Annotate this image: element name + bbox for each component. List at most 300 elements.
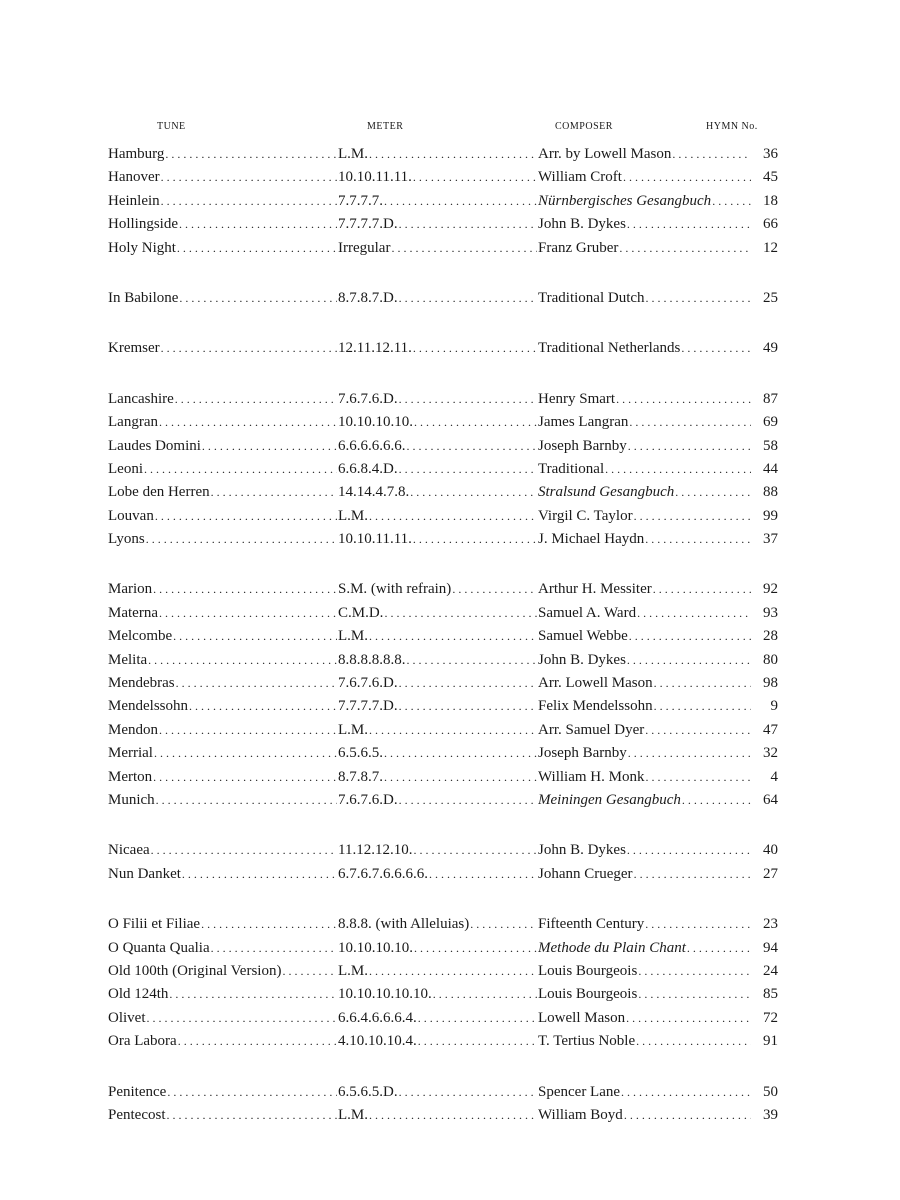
hymn-number-cell [752, 508, 778, 525]
dot-leader [627, 217, 751, 232]
dot-leader [654, 676, 751, 691]
dot-leader [146, 532, 337, 547]
meter-value: 6.6.8.4.D. [338, 460, 398, 477]
meter-value-cell [338, 866, 538, 883]
composer-name-cell [538, 1107, 752, 1124]
dot-leader [399, 291, 537, 306]
index-row [108, 628, 778, 651]
composer-name: J. Michael Haydn [538, 531, 645, 548]
meter-value: L.M. [338, 721, 368, 738]
dot-leader [627, 653, 751, 668]
composer-name-cell [538, 986, 752, 1003]
hymn-number: 23 [763, 916, 778, 933]
hymn-number: 45 [763, 169, 778, 186]
hymn-number: 69 [763, 414, 778, 431]
letter-group [108, 581, 778, 815]
tune-name: Kremser [108, 340, 160, 357]
dot-leader [413, 843, 537, 858]
dot-leader [155, 509, 337, 524]
dot-leader [211, 485, 337, 500]
dot-leader [634, 867, 751, 882]
letter-group [108, 391, 778, 555]
composer-name-cell [538, 963, 752, 980]
tune-name-cell [108, 1010, 338, 1027]
dot-leader [148, 653, 337, 668]
dot-leader [470, 917, 537, 932]
index-row [108, 531, 778, 554]
composer-name-cell [538, 484, 752, 501]
hymn-number-cell [752, 1084, 778, 1101]
index-row [108, 722, 778, 745]
dot-leader [369, 509, 537, 524]
meter-value-cell [338, 340, 538, 357]
hymn-number: 32 [763, 745, 778, 762]
composer-name-cell [538, 193, 752, 210]
hymn-number: 49 [763, 340, 778, 357]
letter-group [108, 1084, 778, 1131]
index-row [108, 461, 778, 484]
dot-leader [147, 1011, 338, 1026]
meter-value: 7.6.7.6.D. [338, 675, 398, 692]
tune-name-cell [108, 1084, 338, 1101]
meter-value: 6.6.6.6.6.6. [338, 437, 406, 454]
dot-leader [159, 415, 337, 430]
composer-name: John B. Dykes [538, 651, 626, 668]
dot-leader [201, 917, 337, 932]
tune-name-cell [108, 169, 338, 186]
composer-name: Arthur H. Messiter [538, 581, 652, 598]
composer-name: Traditional [538, 460, 605, 477]
index-row [108, 240, 778, 263]
meter-value-cell [338, 461, 538, 478]
index-row [108, 1107, 778, 1130]
meter-value-cell [338, 1010, 538, 1027]
hymn-number-cell [752, 461, 778, 478]
hymn-number-cell [752, 745, 778, 762]
dot-leader [399, 1085, 537, 1100]
meter-value: 8.8.8.8.8.8. [338, 651, 406, 668]
hymn-number-cell [752, 986, 778, 1003]
dot-leader [413, 170, 537, 185]
dot-leader [682, 793, 751, 808]
tune-name-cell [108, 414, 338, 431]
tune-name-cell [108, 391, 338, 408]
dot-leader [154, 746, 337, 761]
tune-name: Mendelssohn [108, 698, 188, 715]
meter-value-cell [338, 963, 538, 980]
dot-leader [177, 241, 337, 256]
tune-name: Hamburg [108, 146, 165, 162]
index-row [108, 769, 778, 792]
composer-name-cell [538, 745, 752, 762]
dot-leader [645, 532, 751, 547]
dot-leader [636, 1034, 751, 1049]
meter-value-cell [338, 940, 538, 957]
meter-value: 8.8.8. (with Alleluias) [338, 916, 470, 933]
meter-value-cell [338, 842, 538, 859]
tune-name: In Babilone [108, 289, 179, 306]
index-row [108, 652, 778, 675]
tune-name-cell [108, 240, 338, 257]
meter-value: 7.7.7.7. [338, 192, 383, 209]
dot-leader [653, 582, 751, 597]
tune-name: Melcombe [108, 628, 173, 645]
meter-value-cell [338, 675, 538, 692]
composer-name-cell [538, 792, 752, 809]
dot-leader [369, 147, 537, 162]
meter-value-cell [338, 722, 538, 739]
hymn-number: 9 [770, 698, 778, 715]
tune-name: Leoni [108, 460, 143, 477]
tune-name: Hollingside [108, 216, 178, 233]
composer-name: Samuel Webbe [538, 628, 628, 645]
dot-leader [153, 582, 337, 597]
meter-value-cell [338, 216, 538, 233]
tune-name: Melita [108, 651, 148, 668]
meter-value-cell [338, 508, 538, 525]
meter-value: 10.10.11.11. [338, 531, 412, 548]
index-row [108, 414, 778, 437]
dot-leader [159, 723, 337, 738]
composer-name: Samuel A. Ward [538, 604, 637, 621]
meter-value-cell [338, 193, 538, 210]
hymn-number-cell [752, 916, 778, 933]
dot-leader [391, 241, 537, 256]
dot-leader [623, 170, 751, 185]
composer-name: Stralsund Gesangbuch [538, 484, 675, 501]
hymn-number: 4 [770, 768, 778, 785]
hymn-number: 64 [763, 791, 778, 808]
composer-name: Arr. Samuel Dyer [538, 721, 645, 738]
hymn-number: 99 [763, 507, 778, 524]
dot-leader [672, 147, 751, 162]
composer-name: Virgil C. Taylor [538, 507, 633, 524]
index-row [108, 193, 778, 216]
tune-name-cell [108, 628, 338, 645]
index-row [108, 340, 778, 363]
tune-name-cell [108, 531, 338, 548]
hymn-number-cell [752, 340, 778, 357]
tune-name: Mendebras [108, 675, 175, 692]
dot-leader [407, 439, 538, 454]
tune-name-cell [108, 193, 338, 210]
dot-leader [687, 941, 751, 956]
hymn-number-cell [752, 169, 778, 186]
index-row [108, 940, 778, 963]
hymn-number-cell [752, 146, 778, 163]
index-row [108, 675, 778, 698]
dot-leader [384, 606, 537, 621]
header-meter: METER [367, 121, 404, 132]
tune-name-cell [108, 986, 338, 1003]
meter-value: 4.10.10.10.4. [338, 1033, 417, 1050]
composer-name: William Croft [538, 169, 622, 186]
composer-name: Franz Gruber [538, 239, 619, 256]
hymn-number: 94 [763, 939, 778, 956]
tune-name: Lobe den Herren [108, 484, 210, 501]
hymn-number: 92 [763, 581, 778, 598]
hymn-number: 40 [763, 842, 778, 859]
dot-leader [369, 1108, 537, 1123]
composer-name: Felix Mendelssohn [538, 698, 653, 715]
index-row [108, 290, 778, 313]
dot-leader [161, 341, 337, 356]
dot-leader [628, 439, 751, 454]
meter-value: 7.6.7.6.D. [338, 791, 398, 808]
tune-name: O Filii et Filiae [108, 916, 201, 933]
dot-leader [161, 194, 337, 209]
hymn-number-cell [752, 484, 778, 501]
hymn-number: 50 [763, 1083, 778, 1100]
tune-name: Merton [108, 768, 153, 785]
dot-leader [433, 987, 537, 1002]
tune-name: O Quanta Qualia [108, 939, 210, 956]
hymn-number-cell [752, 866, 778, 883]
tune-name-cell [108, 652, 338, 669]
hymn-number-cell [752, 581, 778, 598]
composer-name: William H. Monk [538, 768, 645, 785]
tune-name-cell [108, 438, 338, 455]
dot-leader [629, 415, 751, 430]
meter-value-cell [338, 581, 538, 598]
dot-leader [413, 532, 537, 547]
index-row [108, 146, 778, 169]
dot-leader [176, 676, 337, 691]
meter-value-cell [338, 290, 538, 307]
meter-value-cell [338, 146, 538, 163]
composer-name: Spencer Lane [538, 1083, 621, 1100]
composer-name: William Boyd [538, 1106, 623, 1123]
meter-value: 10.10.10.10. [338, 414, 413, 431]
dot-leader [179, 217, 337, 232]
composer-name-cell [538, 605, 752, 622]
meter-value: 6.5.6.5.D. [338, 1083, 398, 1100]
header-tune: TUNE [157, 121, 186, 132]
tune-name-cell [108, 698, 338, 715]
dot-leader [399, 462, 537, 477]
tune-name-cell [108, 940, 338, 957]
dot-leader [627, 843, 751, 858]
hymn-number-cell [752, 963, 778, 980]
tune-index-list [108, 146, 778, 1157]
letter-group [108, 290, 778, 313]
dot-leader [179, 291, 337, 306]
index-row [108, 745, 778, 768]
meter-value: 6.7.6.7.6.6.6.6. [338, 865, 428, 882]
composer-name-cell [538, 146, 752, 163]
hymn-number: 36 [763, 146, 778, 162]
composer-name-cell [538, 1010, 752, 1027]
dot-leader [675, 485, 751, 500]
dot-leader [159, 606, 337, 621]
meter-value-cell [338, 745, 538, 762]
hymn-number: 24 [763, 962, 778, 979]
meter-value-cell [338, 1084, 538, 1101]
column-header [0, 121, 900, 137]
dot-leader [418, 1034, 537, 1049]
meter-value-cell [338, 169, 538, 186]
tune-name-cell [108, 866, 338, 883]
tune-name: Ora Labora [108, 1033, 177, 1050]
composer-name: Nürnbergisches Gesangbuch [538, 192, 712, 209]
header-composer: COMPOSER [555, 121, 613, 132]
dot-leader [645, 723, 751, 738]
tune-name: Louvan [108, 507, 154, 524]
meter-value-cell [338, 916, 538, 933]
dot-leader [628, 746, 751, 761]
dot-leader [151, 843, 337, 858]
tune-name: Pentecost [108, 1106, 166, 1123]
index-row [108, 216, 778, 239]
index-row [108, 605, 778, 628]
meter-value-cell [338, 531, 538, 548]
hymn-number: 28 [763, 628, 778, 645]
hymn-number: 47 [763, 721, 778, 738]
tune-name-cell [108, 675, 338, 692]
dot-leader [173, 629, 337, 644]
hymn-number-cell [752, 391, 778, 408]
composer-name: James Langran [538, 414, 629, 431]
tune-name-cell [108, 605, 338, 622]
dot-leader [211, 941, 337, 956]
hymn-number: 39 [763, 1106, 778, 1123]
hymn-number-cell [752, 290, 778, 307]
index-row [108, 484, 778, 507]
index-row [108, 1033, 778, 1056]
tune-name-cell [108, 722, 338, 739]
hymn-number: 80 [763, 651, 778, 668]
composer-name: Traditional Netherlands [538, 340, 681, 357]
meter-value-cell [338, 652, 538, 669]
composer-name: Johann Crueger [538, 865, 633, 882]
composer-name: Methode du Plain Chant [538, 939, 686, 956]
hymn-number: 87 [763, 390, 778, 407]
dot-leader [637, 606, 751, 621]
tune-name: Materna [108, 604, 158, 621]
hymn-number: 12 [763, 239, 778, 256]
composer-name-cell [538, 842, 752, 859]
meter-value: 10.10.10.10.10. [338, 986, 432, 1003]
composer-name: Henry Smart [538, 390, 616, 407]
composer-name: Arr. Lowell Mason [538, 675, 653, 692]
index-row [108, 1084, 778, 1107]
meter-value-cell [338, 484, 538, 501]
tune-name: Old 100th (Original Version) [108, 962, 282, 979]
hymn-number: 27 [763, 865, 778, 882]
composer-name: Fifteenth Century [538, 916, 645, 933]
composer-name-cell [538, 940, 752, 957]
dot-leader [384, 770, 537, 785]
dot-leader [178, 1034, 337, 1049]
composer-name-cell [538, 698, 752, 715]
composer-name: Traditional Dutch [538, 289, 645, 306]
meter-value: 7.7.7.7.D. [338, 698, 398, 715]
dot-leader [429, 867, 537, 882]
tune-name-cell [108, 461, 338, 478]
meter-value-cell [338, 414, 538, 431]
meter-value: L.M. [338, 628, 368, 645]
hymn-number: 18 [763, 192, 778, 209]
meter-value: 10.10.10.10. [338, 939, 413, 956]
dot-leader [638, 987, 751, 1002]
dot-leader [165, 147, 337, 162]
meter-value: 6.5.6.5. [338, 745, 383, 762]
meter-value: L.M. [338, 146, 368, 162]
meter-value-cell [338, 605, 538, 622]
tune-name-cell [108, 792, 338, 809]
composer-name-cell [538, 1084, 752, 1101]
hymn-number: 93 [763, 604, 778, 621]
meter-value: 6.6.4.6.6.6.4. [338, 1009, 417, 1026]
hymn-number-cell [752, 414, 778, 431]
dot-leader [646, 291, 751, 306]
dot-leader [175, 392, 337, 407]
dot-leader [369, 629, 537, 644]
tune-name: Munich [108, 791, 155, 808]
tune-name-cell [108, 1033, 338, 1050]
composer-name-cell [538, 340, 752, 357]
meter-value: 12.11.12.11. [338, 340, 412, 357]
tune-name: Merrial [108, 745, 153, 762]
dot-leader [153, 770, 337, 785]
dot-leader [282, 964, 337, 979]
meter-value-cell [338, 698, 538, 715]
hymn-number-cell [752, 1107, 778, 1124]
index-row [108, 986, 778, 1009]
dot-leader [410, 485, 537, 500]
tune-name: Olivet [108, 1009, 146, 1026]
meter-value: 7.7.7.7.D. [338, 216, 398, 233]
dot-leader [399, 217, 537, 232]
tune-name-cell [108, 484, 338, 501]
meter-value-cell [338, 240, 538, 257]
hymn-number: 88 [763, 484, 778, 501]
hymn-number-cell [752, 652, 778, 669]
dot-leader [144, 462, 337, 477]
meter-value: Irregular [338, 239, 391, 256]
dot-leader [167, 1108, 338, 1123]
composer-name-cell [538, 414, 752, 431]
letter-group [108, 146, 778, 263]
meter-value: 7.6.7.6.D. [338, 390, 398, 407]
hymn-number-cell [752, 438, 778, 455]
dot-leader [418, 1011, 537, 1026]
meter-value-cell [338, 391, 538, 408]
tune-name: Lyons [108, 531, 145, 548]
composer-name: Louis Bourgeois [538, 962, 638, 979]
composer-name-cell [538, 866, 752, 883]
dot-leader [156, 793, 337, 808]
hymn-number-cell [752, 940, 778, 957]
tune-name: Marion [108, 581, 153, 598]
index-row [108, 508, 778, 531]
dot-leader [399, 793, 537, 808]
dot-leader [369, 723, 537, 738]
composer-name: Joseph Barnby [538, 437, 627, 454]
meter-value: 8.7.8.7. [338, 768, 383, 785]
hymn-number: 72 [763, 1009, 778, 1026]
composer-name: Lowell Mason [538, 1009, 626, 1026]
tune-name: Nicaea [108, 842, 150, 859]
tune-name-cell [108, 340, 338, 357]
dot-leader [634, 509, 751, 524]
index-row [108, 391, 778, 414]
dot-leader [399, 392, 537, 407]
dot-leader [169, 987, 337, 1002]
composer-name: Louis Bourgeois [538, 986, 638, 1003]
meter-value: C.M.D. [338, 604, 384, 621]
hymn-number-cell [752, 722, 778, 739]
